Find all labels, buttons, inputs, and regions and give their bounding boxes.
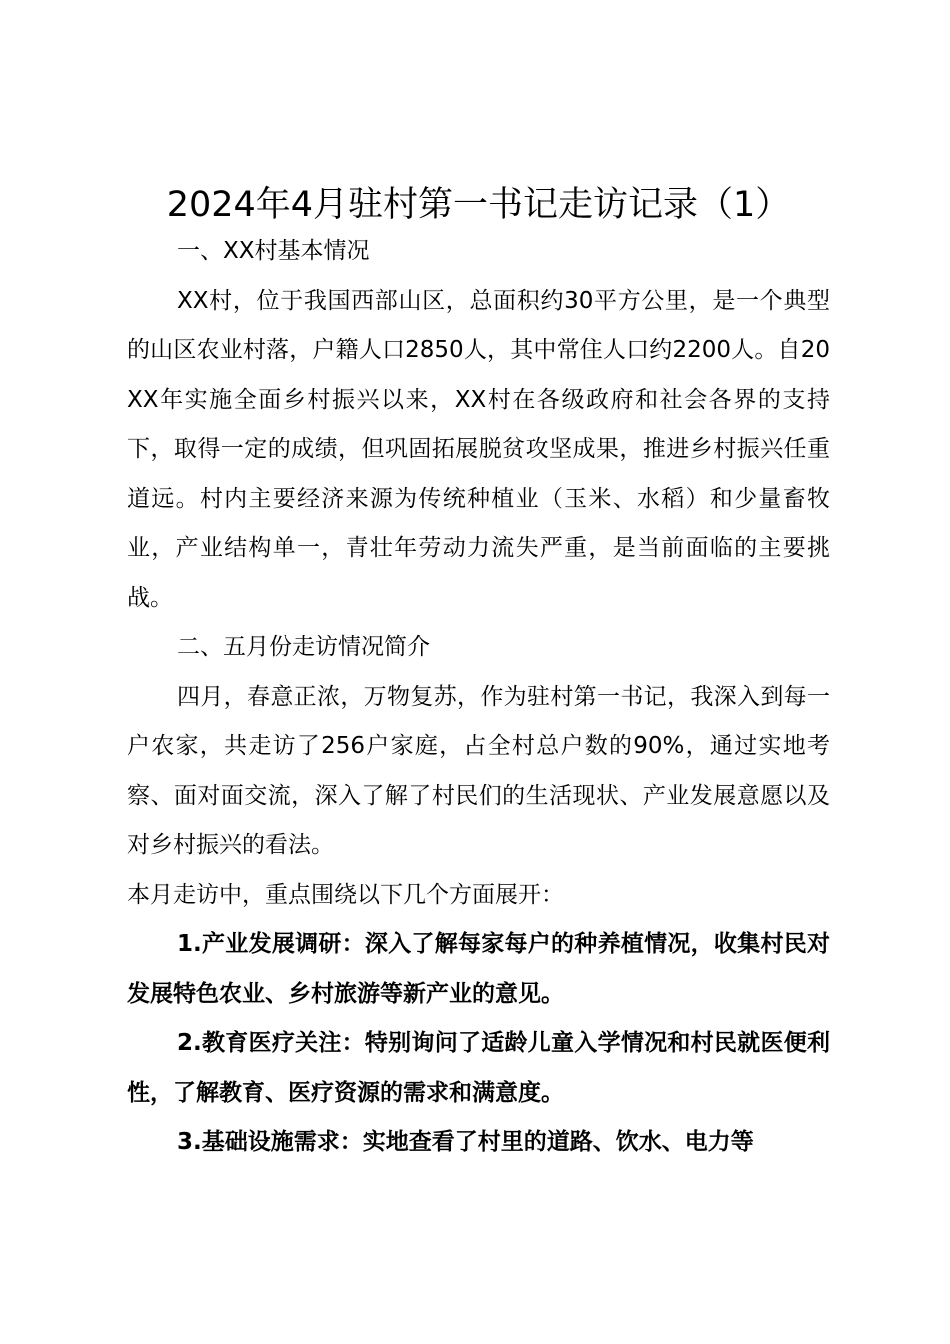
paragraph-focus-intro: 本月走访中，重点围绕以下几个方面展开： (127, 881, 564, 908)
paragraph-visit-summary: 四月，春意正浓，万物复苏，作为驻村第一书记，我深入到每一户农家，共走访了256户家庭，占全村总户数的90%，通过实地考察、面对面交流，深入了解了村民们的生活现状、产业发展意愿以及对乡村振兴的看法。 (127, 683, 830, 858)
section-heading-basic-info: 一、XX村基本情况 (177, 238, 370, 264)
document-title: 2024年4月驻村第一书记走访记录（1） (166, 185, 791, 225)
list-item-industry-research: 1.产业发展调研：深入了解每家每户的种养植情况，收集村民对发展特色农业、乡村旅游等新产业的意见。 (127, 931, 830, 1007)
list-item-education-medical: 2.教育医疗关注：特别询问了适龄儿童入学情况和村民就医便利性，了解教育、医疗资源的需求和满意度。 (127, 1030, 830, 1106)
section-heading-visit-summary: 二、五月份走访情况简介 (177, 634, 430, 660)
paragraph-basic-info: XX村，位于我国西部山区，总面积约30平方公里，是一个典型的山区农业村落，户籍人口2850人，其中常住人口约2200人。自20XX年实施全面乡村振兴以来，XX村在各级政府和社会各界的支持下，取得一定的成绩，但巩固拓展脱贫攻坚成果，推进乡村振兴任重道远。村内主要经济来源为传统种植业（玉米、水稻）和少量畜牧业，产业结构单一，青壮年劳动力流失严重，是当前面临的主要挑战。 (127, 287, 830, 611)
document-body (127, 183, 830, 1168)
list-item-infrastructure: 3.基础设施需求：实地查看了村里的道路、饮水、电力等 (177, 1129, 754, 1155)
